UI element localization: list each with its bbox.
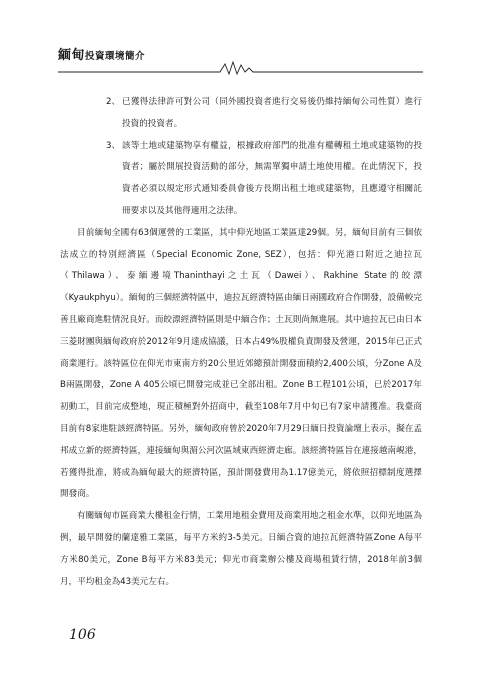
- list-item: [60, 92, 422, 136]
- header-title-main: 緬甸: [58, 48, 86, 63]
- list-item-number: 3、: [106, 140, 121, 151]
- body-text: [60, 92, 422, 593]
- header-waveform-line: [58, 61, 423, 75]
- header-title-sub: 投資環境簡介: [85, 51, 146, 62]
- page-number: 106: [69, 627, 96, 643]
- running-header: [58, 44, 423, 66]
- list-item-text: 該等土地或建築物享有權益，根據政府部門的批准有權轉租土地或建築物的投資者；屬於開展投資活動的部分，無需單獨申請土地使用權。在此情況下，投資者必須以規定形式通知委員會後方長期出租土地或建築物，且應遵守相關託冊要求以及其他得適用之法律。: [122, 140, 422, 216]
- list-item-text: 已獲得法律許可對公司（同外國投資者進行交易後仍維持緬甸公司性質）進行投資的投資者。: [122, 97, 422, 129]
- list-item: [60, 136, 422, 223]
- paragraph-rent-prices: 有關緬甸市區商業大樓租金行情，工業用地租金費用及商業用地之租金水準，以仰光地區為例，最早開發的蘭達雅工業區，每平方米約3-5美元。日緬合資的迪拉瓦經濟特區Zone A每平方米80美元，Zone B每平方米83美元；仰光市商業辦公樓及商場租賃行情，2018年前3個月，平均租金為43美元左右。: [60, 511, 422, 587]
- list-item-number: 2、: [106, 97, 121, 107]
- paragraph-economic-zones: 目前緬甸全國有63個運營的工業區，其中仰光地區工業區達29個。另，緬甸目前有三個依法成立的特別經濟區（Special Economic Zone, SEZ），包括：仰光港口附近之迪拉瓦（Thilawa）、泰緬邊境Thaninthayi之土瓦（Dawei）、Rakhine State的皎漂（Kyaukphyu）。緬甸的三個經濟特區中，迪拉瓦經濟特區由緬日兩國政府合作開發，設備較完善且廠商進駐情況良好。而皎漂經濟特區則是中緬合作；土瓦則尚無進展。其中迪拉瓦已由日本三菱財團與緬甸政府於2012年9月達成協議，日本占49%股權負責開發及營運，2015年已正式商業運行。該特區位在仰光市東南方約20公里近郊總預計開發面積約2,400公頃，分Zone A及B兩區開發，Zone A 405公頃已開發完成並已全部出租。Zone B工程101公頃，已於2017年初動工，目前完成整地，現正積極對外招商中，截至108年7月中旬已有7家申請獲准。我臺商目前有8家進駐該經濟特區。另外，緬甸政府曾於2020年7月29日緬日投資論壇上表示，擬在孟邦成立新的經濟特區，連接緬甸與湄公河次區域東西經濟走廊。該經濟特區旨在連接越南峴港，若獲得批准，將成為緬甸最大的經濟特區，預計開發費用為1.17億美元，將依照招標制度選擇開發商。: [60, 227, 422, 500]
